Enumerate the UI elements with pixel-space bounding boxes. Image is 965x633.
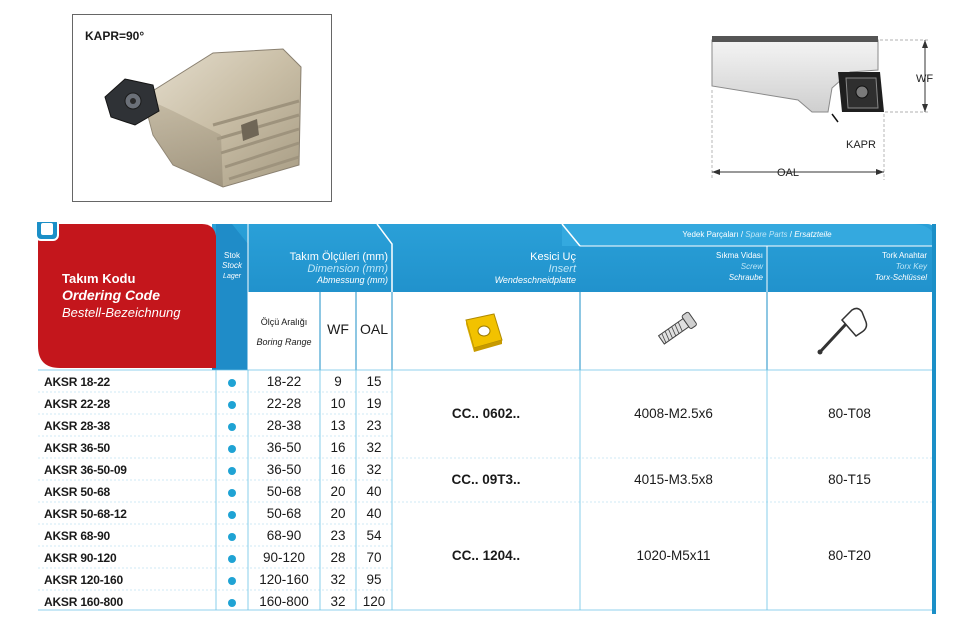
ordering-table xyxy=(32,222,936,618)
product-photo xyxy=(72,14,332,202)
header-screw-de: Schraube xyxy=(728,273,763,282)
torx-key-icon xyxy=(812,302,872,358)
header-oal: OAL xyxy=(359,321,388,337)
row-6-stock-dot xyxy=(228,489,236,497)
row-1-code: AKSR 18-22 xyxy=(44,375,111,389)
row-1-stock-dot xyxy=(228,379,236,387)
row-3-wf: 13 xyxy=(330,418,346,433)
row-6-range: 50-68 xyxy=(266,484,302,499)
wf-dim-label: WF xyxy=(916,73,934,85)
tool-schematic xyxy=(700,30,940,180)
row-2-code: AKSR 22-28 xyxy=(44,397,111,411)
row-7-code: AKSR 50-68-12 xyxy=(44,507,127,521)
row-10-range: 120-160 xyxy=(259,572,309,587)
header-code-en: Ordering Code xyxy=(62,287,161,303)
row-7-wf: 20 xyxy=(330,506,346,521)
group-1-key: 80-T08 xyxy=(828,406,871,421)
group-3-screw: 1020-M5x11 xyxy=(636,548,711,563)
kapr-angle-label: KAPR=90° xyxy=(85,29,145,43)
row-9-code: AKSR 90-120 xyxy=(44,551,117,565)
row-4-stock-dot xyxy=(228,445,236,453)
row-5-stock-dot xyxy=(228,467,236,475)
row-3-code: AKSR 28-38 xyxy=(44,419,111,433)
row-7-range: 50-68 xyxy=(266,506,302,521)
row-11-code: AKSR 160-800 xyxy=(44,595,123,609)
group-1-screw: 4008-M2.5x6 xyxy=(634,406,713,421)
row-1-oal: 15 xyxy=(366,374,382,389)
row-5-range: 36-50 xyxy=(266,462,302,477)
row-6-wf: 20 xyxy=(330,484,346,499)
header-stock-en: Stock xyxy=(221,261,242,270)
row-6-oal: 40 xyxy=(366,484,382,499)
row-11-range: 160-800 xyxy=(259,594,309,609)
row-4-wf: 16 xyxy=(330,440,346,455)
row-11-oal: 120 xyxy=(362,594,386,609)
header-spare-parts xyxy=(592,231,922,240)
header-screw-tr: Sıkma Vidası xyxy=(716,251,763,260)
header-spare-tr: Yedek Parçaları xyxy=(682,230,739,239)
row-2-range: 22-28 xyxy=(266,396,302,411)
row-3-range: 28-38 xyxy=(266,418,302,433)
row-10-stock-dot xyxy=(228,577,236,585)
header-dims-de: Abmessung (mm) xyxy=(316,275,388,285)
row-4-range: 36-50 xyxy=(266,440,302,455)
header-key-tr: Tork Anahtar xyxy=(882,251,927,260)
header-spare-sep-1: / xyxy=(738,230,746,239)
header-insert-de: Wendeschneidplatte xyxy=(494,275,576,285)
row-9-stock-dot xyxy=(228,555,236,563)
header-dims-tr: Takım Ölçüleri (mm) xyxy=(289,251,388,263)
row-8-code: AKSR 68-90 xyxy=(44,529,111,543)
oal-dim-label: OAL xyxy=(776,167,800,179)
kapr-dim-label: KAPR xyxy=(846,139,876,151)
row-8-wf: 23 xyxy=(330,528,346,543)
group-2-screw: 4015-M3.5x8 xyxy=(634,472,713,487)
row-1-range: 18-22 xyxy=(266,374,302,389)
row-4-code: AKSR 36-50 xyxy=(44,441,111,455)
screw-icon xyxy=(652,306,702,352)
group-1-insert: CC.. 0602.. xyxy=(451,406,521,421)
group-2-insert: CC.. 09T3.. xyxy=(451,472,521,487)
row-8-stock-dot xyxy=(228,533,236,541)
row-9-wf: 28 xyxy=(330,550,346,565)
header-key-de: Torx-Schlüssel xyxy=(874,273,927,282)
group-3-key: 80-T20 xyxy=(828,548,871,563)
insert-icon xyxy=(460,310,508,354)
row-10-wf: 32 xyxy=(330,572,346,587)
header-spare-en: Spare Parts xyxy=(745,230,788,239)
row-2-stock-dot xyxy=(228,401,236,409)
row-11-stock-dot xyxy=(228,599,236,607)
header-spare-sep-2: / xyxy=(787,230,795,239)
row-9-range: 90-120 xyxy=(262,550,306,565)
row-3-stock-dot xyxy=(228,423,236,431)
header-screw-en: Screw xyxy=(740,262,763,271)
row-1-wf: 9 xyxy=(334,374,342,389)
header-wf: WF xyxy=(327,321,349,337)
row-7-stock-dot xyxy=(228,511,236,519)
row-3-oal: 23 xyxy=(366,418,382,433)
row-10-oal: 95 xyxy=(366,572,382,587)
row-2-wf: 10 xyxy=(330,396,346,411)
row-5-code: AKSR 36-50-09 xyxy=(44,463,127,477)
header-spare-de: Ersatzteile xyxy=(794,230,832,239)
header-insert-en: Insert xyxy=(548,263,576,275)
header-stock-de: Lager xyxy=(223,273,241,280)
header-stock-tr: Stok xyxy=(223,251,240,260)
row-9-oal: 70 xyxy=(366,550,382,565)
row-8-range: 68-90 xyxy=(266,528,302,543)
dimension-diagram xyxy=(700,30,940,180)
row-11-wf: 32 xyxy=(330,594,346,609)
row-4-oal: 32 xyxy=(366,440,382,455)
row-5-oal: 32 xyxy=(366,462,382,477)
header-dims-en: Dimension (mm) xyxy=(307,263,388,275)
row-10-code: AKSR 120-160 xyxy=(44,573,123,587)
header-code-de: Bestell-Bezeichnung xyxy=(62,305,181,320)
row-6-code: AKSR 50-68 xyxy=(44,485,111,499)
header-insert-tr: Kesici Uç xyxy=(530,251,576,263)
header-range-en: Boring Range xyxy=(256,337,312,347)
group-3-insert: CC.. 1204.. xyxy=(451,548,521,563)
row-5-wf: 16 xyxy=(330,462,346,477)
group-2-key: 80-T15 xyxy=(828,472,871,487)
row-2-oal: 19 xyxy=(366,396,382,411)
header-range-tr: Ölçü Aralığı xyxy=(260,317,308,327)
header-code-tr: Takım Kodu xyxy=(62,271,136,286)
row-7-oal: 40 xyxy=(366,506,382,521)
row-8-oal: 54 xyxy=(366,528,382,543)
header-key-en: Torx Key xyxy=(895,262,927,271)
